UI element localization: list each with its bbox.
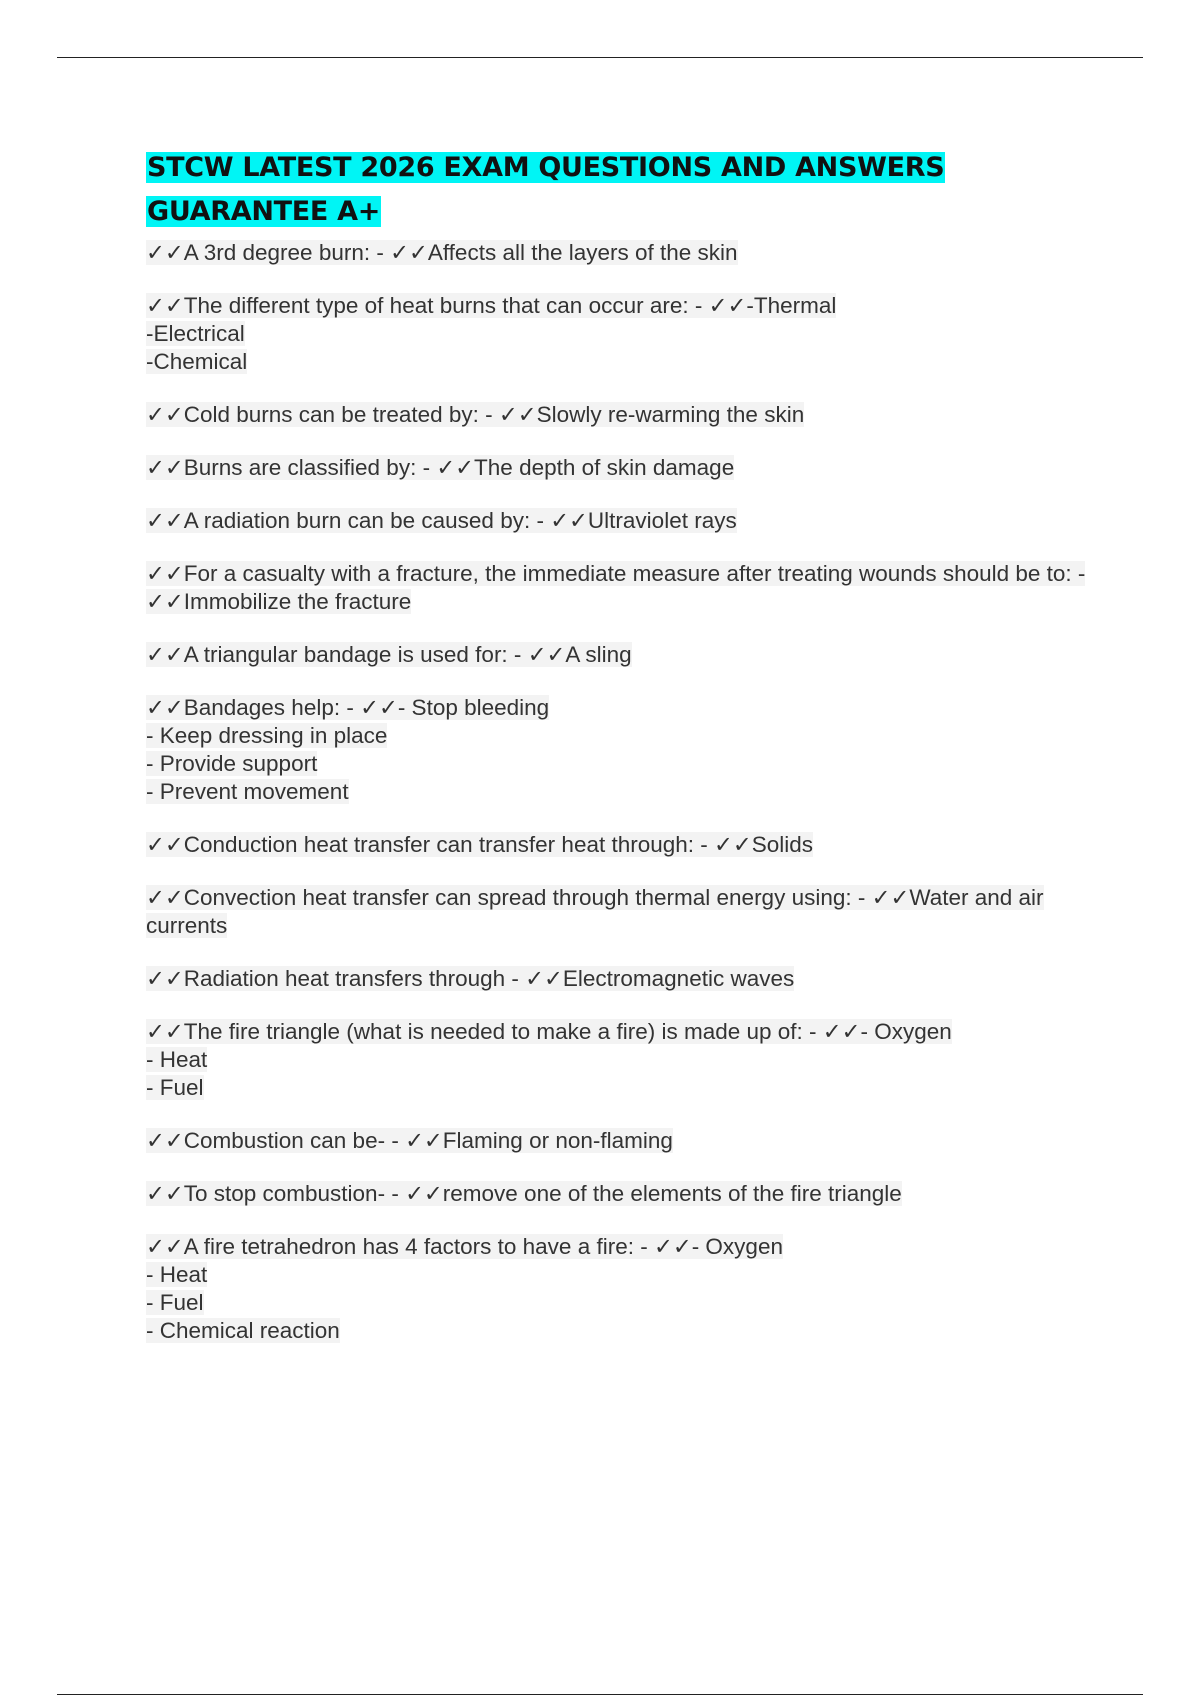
check-mark-icon: ✓✓	[525, 966, 563, 992]
qa-item	[146, 239, 1086, 267]
answer-line: -Electrical	[146, 321, 245, 346]
check-mark-icon: ✓✓	[146, 966, 184, 992]
question-text: Burns are classified by: -	[183, 455, 437, 480]
answer-text: - Oxygen	[691, 1234, 783, 1259]
answer-text: Water and air currents	[146, 885, 1044, 938]
question-text: Combustion can be- -	[183, 1128, 406, 1153]
check-mark-icon: ✓✓	[146, 508, 184, 534]
qa-question	[146, 508, 737, 533]
qa-item	[146, 831, 1086, 859]
answer-text: -Thermal	[746, 293, 837, 318]
qa-item	[146, 401, 1086, 429]
check-mark-icon: ✓✓	[653, 1234, 692, 1260]
question-text: The different type of heat burns that can occur are: -	[183, 293, 709, 318]
check-mark-icon: ✓✓	[146, 1234, 184, 1260]
check-mark-icon: ✓✓	[146, 1128, 184, 1154]
answer-line: - Fuel	[146, 1075, 204, 1100]
answer-line: - Fuel	[146, 1290, 204, 1315]
qa-question	[146, 1234, 783, 1259]
answer-text: Electromagnetic waves	[562, 966, 795, 991]
answer-text: Solids	[751, 832, 814, 857]
qa-question	[146, 455, 734, 480]
check-mark-icon: ✓✓	[405, 1181, 443, 1207]
document-content	[146, 146, 1086, 1370]
answer-text: The depth of skin damage	[474, 455, 735, 480]
bottom-rule	[57, 1694, 1143, 1695]
question-text: For a casualty with a fracture, the immediate measure after treating wounds should be to: -	[183, 561, 1086, 586]
qa-item	[146, 454, 1086, 482]
check-mark-icon: ✓✓	[146, 561, 184, 587]
check-mark-icon: ✓✓	[822, 1019, 861, 1045]
check-mark-icon: ✓✓	[360, 695, 398, 721]
check-mark-icon: ✓✓	[708, 293, 747, 319]
qa-question	[146, 695, 549, 720]
qa-question	[146, 561, 1085, 614]
qa-question	[146, 1128, 673, 1153]
question-text: Conduction heat transfer can transfer heat through: -	[183, 832, 715, 857]
qa-question	[146, 402, 804, 427]
question-text: A triangular bandage is used for: -	[183, 642, 528, 667]
answer-text: A sling	[565, 642, 632, 667]
check-mark-icon: ✓✓	[146, 1019, 184, 1045]
answer-line: -Chemical	[146, 349, 248, 374]
qa-question	[146, 832, 813, 857]
question-text: To stop combustion- -	[183, 1181, 406, 1206]
check-mark-icon: ✓✓	[146, 589, 184, 615]
question-text: The fire triangle (what is needed to make a fire) is made up of: -	[183, 1019, 823, 1044]
check-mark-icon: ✓✓	[436, 455, 475, 481]
qa-question	[146, 1019, 952, 1044]
qa-question	[146, 1181, 902, 1206]
title-text: STCW LATEST 2026 EXAM QUESTIONS AND ANSWERS GUARANTEE A+	[147, 152, 945, 227]
answer-line: - Heat	[146, 1047, 208, 1072]
question-text: A fire tetrahedron has 4 factors to have a fire: -	[183, 1234, 654, 1259]
check-mark-icon: ✓✓	[146, 885, 184, 911]
answer-text: Affects all the layers of the skin	[427, 240, 738, 265]
qa-item	[146, 1233, 1086, 1345]
check-mark-icon: ✓✓	[871, 885, 910, 911]
document-title	[146, 146, 1086, 234]
check-mark-icon: ✓✓	[146, 832, 184, 858]
question-text: Radiation heat transfers through -	[183, 966, 526, 991]
qa-list	[146, 239, 1086, 1345]
check-mark-icon: ✓✓	[146, 402, 184, 428]
qa-item	[146, 507, 1086, 535]
qa-item	[146, 965, 1086, 993]
question-text: Convection heat transfer can spread through thermal energy using: -	[183, 885, 872, 910]
qa-item	[146, 1127, 1086, 1155]
qa-item	[146, 1180, 1086, 1208]
answer-text: Ultraviolet rays	[587, 508, 737, 533]
check-mark-icon: ✓✓	[146, 240, 184, 266]
check-mark-icon: ✓✓	[550, 508, 588, 534]
check-mark-icon: ✓✓	[146, 293, 184, 319]
qa-item	[146, 884, 1086, 940]
answer-line: - Heat	[146, 1262, 208, 1287]
check-mark-icon: ✓✓	[146, 455, 184, 481]
answer-line: - Chemical reaction	[146, 1318, 340, 1343]
answer-text: Immobilize the fracture	[183, 589, 412, 614]
question-text: Cold burns can be treated by: -	[183, 402, 499, 427]
question-text: A 3rd degree burn: -	[183, 240, 391, 265]
check-mark-icon: ✓✓	[498, 402, 537, 428]
qa-item	[146, 1018, 1086, 1102]
qa-item	[146, 694, 1086, 806]
question-text: A radiation burn can be caused by: -	[183, 508, 551, 533]
qa-question	[146, 293, 836, 318]
answer-line: - Provide support	[146, 751, 318, 776]
check-mark-icon: ✓✓	[714, 832, 752, 858]
answer-line: - Keep dressing in place	[146, 723, 388, 748]
qa-item	[146, 560, 1086, 616]
answer-text: - Oxygen	[860, 1019, 952, 1044]
answer-text: - Stop bleeding	[397, 695, 550, 720]
qa-question	[146, 240, 738, 265]
question-text: Bandages help: -	[183, 695, 361, 720]
top-rule	[57, 57, 1143, 58]
qa-item	[146, 641, 1086, 669]
check-mark-icon: ✓✓	[146, 642, 184, 668]
qa-question	[146, 642, 632, 667]
check-mark-icon: ✓✓	[390, 240, 428, 266]
check-mark-icon: ✓✓	[146, 695, 184, 721]
check-mark-icon: ✓✓	[405, 1128, 443, 1154]
qa-question	[146, 966, 794, 991]
answer-text: Slowly re-warming the skin	[536, 402, 805, 427]
qa-item	[146, 292, 1086, 376]
answer-line: - Prevent movement	[146, 779, 349, 804]
answer-text: Flaming or non-flaming	[442, 1128, 673, 1153]
check-mark-icon: ✓✓	[146, 1181, 184, 1207]
check-mark-icon: ✓✓	[527, 642, 566, 668]
qa-question	[146, 885, 1044, 938]
answer-text: remove one of the elements of the fire triangle	[442, 1181, 902, 1206]
